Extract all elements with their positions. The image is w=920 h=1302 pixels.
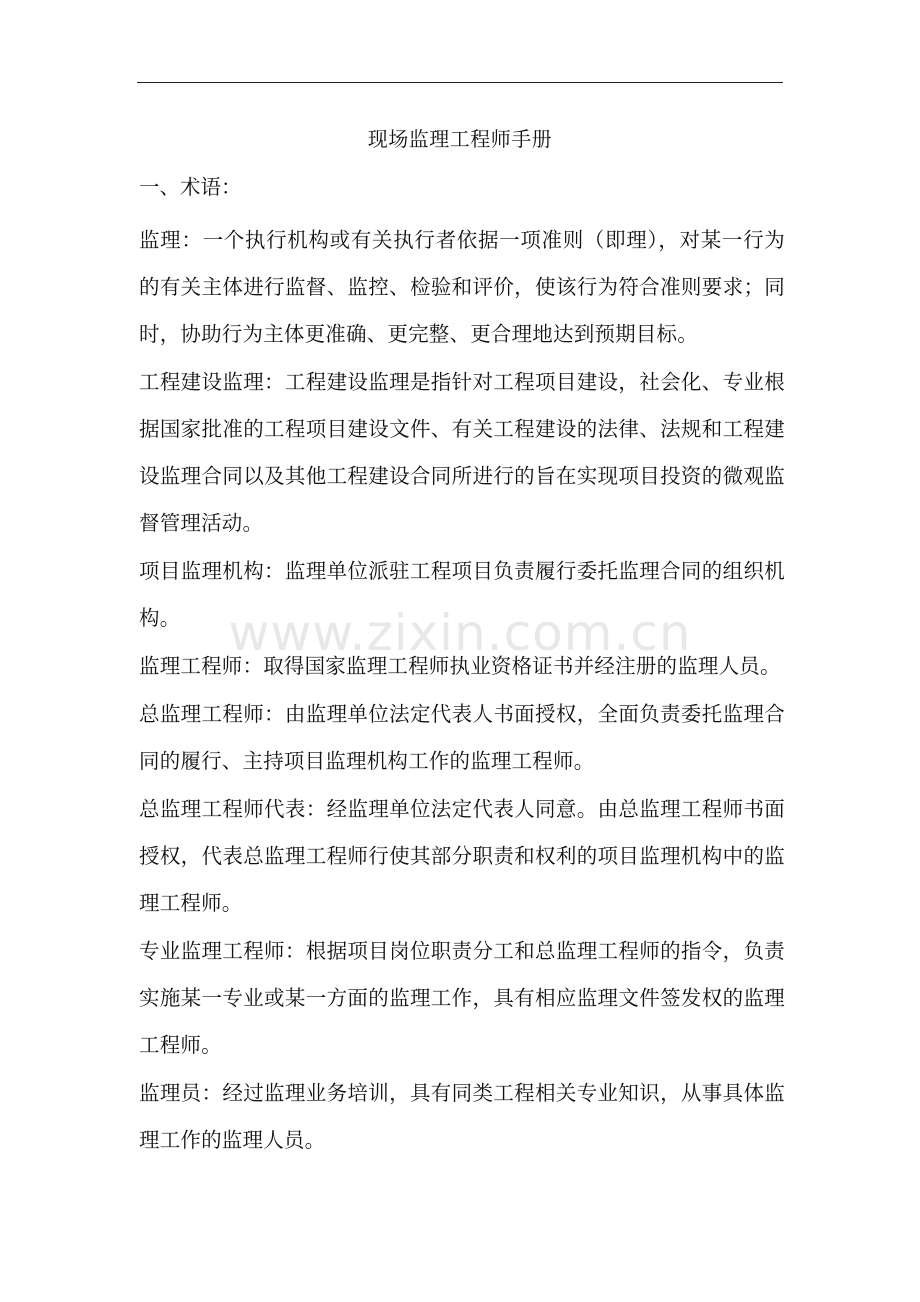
definition-text: 由监理单位法定代表人书面授权，全面负责委托监理合同的履行、主持项目监理机构工作的监理工程师。 xyxy=(139,702,785,773)
definition-text: 一个执行机构或有关执行者依据一项准则（即理），对某一行为的有关主体进行监督、监控、检验和评价，使该行为符合准则要求；同时，协助行为主体更准确、更完整、更合理地达到预期目标。 xyxy=(139,228,785,346)
definition-paragraph xyxy=(139,1070,785,1164)
definition-text: 经监理单位法定代表人同意。由总监理工程师书面授权，代表总监理工程师行使其部分职责和权利的项目监理机构中的监理工程师。 xyxy=(139,797,785,915)
definition-term: 监理员： xyxy=(139,1081,223,1105)
document-body xyxy=(139,170,785,1165)
definition-term: 监理工程师： xyxy=(139,654,264,678)
definition-text: 工程建设监理是指针对工程项目建设，社会化、专业根据国家批准的工程项目建设文件、有关工程建设的法律、法规和工程建设监理合同以及其他工程建设合同所进行的旨在实现项目投资的微观监督管理活动。 xyxy=(139,370,785,535)
definition-term: 专业监理工程师： xyxy=(139,939,306,963)
definition-paragraph xyxy=(139,691,785,785)
definition-paragraph xyxy=(139,359,785,547)
definition-term: 项目监理机构： xyxy=(139,559,285,583)
definition-paragraph xyxy=(139,548,785,642)
page-title: 现场监理工程师手册 xyxy=(367,127,553,151)
definition-paragraph xyxy=(139,786,785,927)
header-rule xyxy=(137,82,783,83)
definition-term: 监理： xyxy=(139,228,203,252)
definition-term: 总监理工程师： xyxy=(139,702,285,726)
definition-text: 经过监理业务培训，具有同类工程相关专业知识，从事具体监理工作的监理人员。 xyxy=(139,1081,785,1152)
definition-term: 工程建设监理： xyxy=(139,370,285,394)
definition-text: 根据项目岗位职责分工和总监理工程师的指令，负责实施某一专业或某一方面的监理工作，具有相应监理文件签发权的监理工程师。 xyxy=(139,939,785,1057)
section-heading: 一、术语： xyxy=(139,175,242,199)
definition-paragraph xyxy=(139,928,785,1069)
definition-paragraph xyxy=(139,643,785,690)
watermark: www.zixin.com.cn xyxy=(228,604,692,662)
definition-paragraph xyxy=(139,217,785,358)
definition-text: 取得国家监理工程师执业资格证书并经注册的监理人员。 xyxy=(263,654,781,678)
definition-text: 监理单位派驻工程项目负责履行委托监理合同的组织机构。 xyxy=(139,559,785,630)
definition-term: 总监理工程师代表： xyxy=(139,797,327,821)
